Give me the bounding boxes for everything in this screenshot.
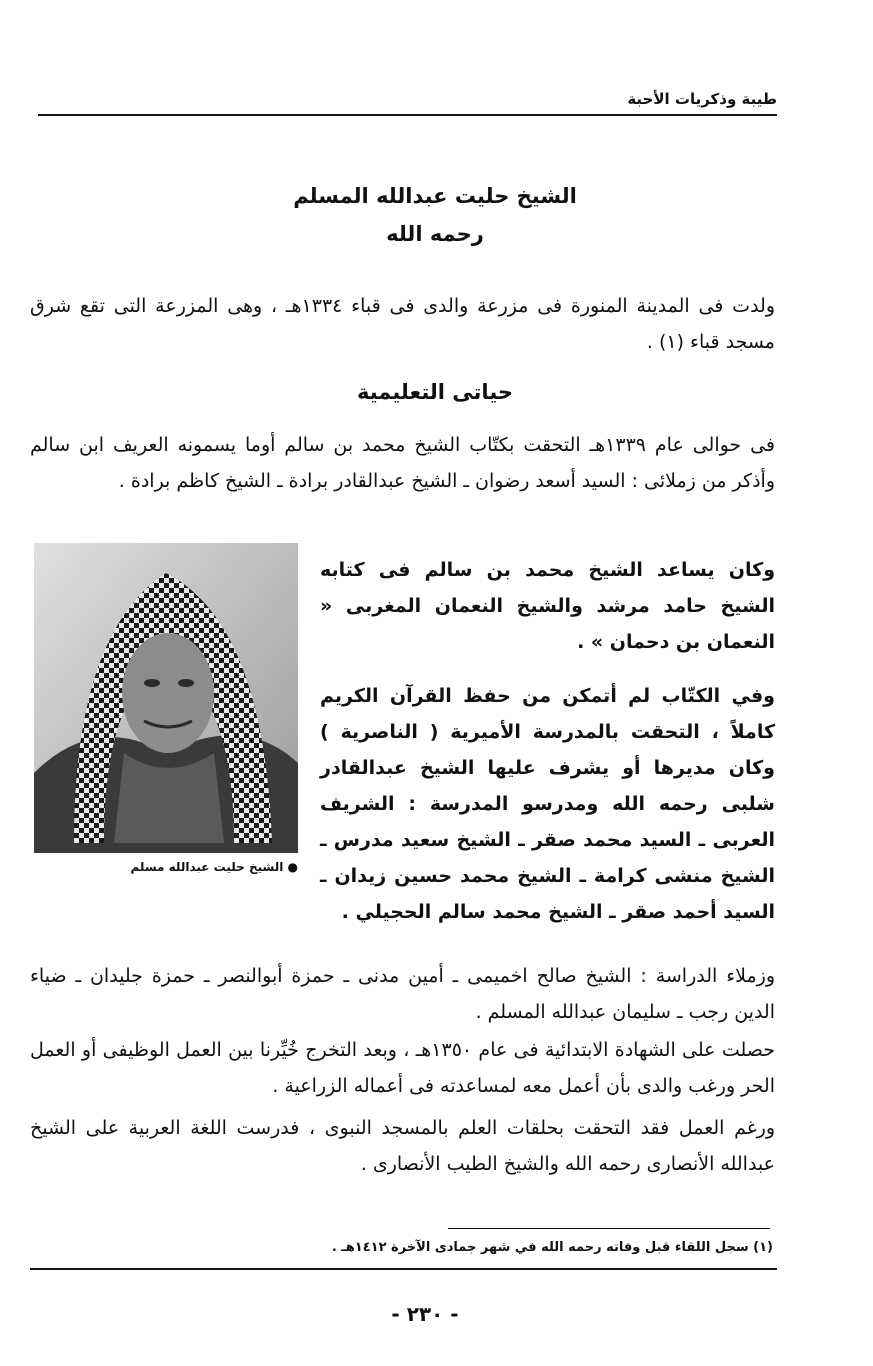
paragraph-4: وزملاء الدراسة : الشيخ صالح اخميمى ـ أمين مدنى ـ حمزة أبوالنصر ـ حمزة جليدان ـ ضياء الدين رجب ـ سليمان عبدالله المسلم . (30, 965, 775, 1023)
intro-paragraph: ولدت فى المدينة المنورة فى مزرعة والدى فى قباء ١٣٣٤هـ ، وهى المزرعة التى تقع شرق مسجد قباء (١) . (30, 295, 776, 353)
paragraph-2: وكان يساعد الشيخ محمد بن سالم فى كتابه الشيخ حامد مرشد والشيخ النعمان المغربى « النعمان بن دحمان » . (320, 559, 775, 653)
portrait-photo (34, 543, 298, 853)
photo-caption: ● الشيخ حليت عبدالله مسلم (130, 860, 298, 874)
paragraph-1: فى حوالى عام ١٣٣٩هـ التحقت بكتّاب الشيخ محمد بن سالم أوما يسمونه العريف ابن سالم وأذكر من زملائى : السيد أسعد رضوان ـ الشيخ عبدالقادر برادة ـ الشيخ كاظم برادة . (30, 434, 775, 492)
paragraph-3: وفي الكتّاب لم أتمكن من حفظ القرآن الكريم كاملاً ، التحقت بالمدرسة الأميرية ( الناصرية ) وكان مديرها أو يشرف عليها الشيخ عبدالقادر شلبى رحمه الله ومدرسو المدرسة : الشريف العربى ـ السيد محمد صقر ـ الشيخ سعيد مدرس ـ الشيخ منشى كرامة ـ الشيخ محمد حسين زيدان ـ السيد أحمد صقر ـ الشيخ محمد سالم الحجيلي . (320, 685, 775, 923)
article-subtitle: رحمه الله (386, 222, 484, 246)
paragraph-6: ورغم العمل فقد التحقت بحلقات العلم بالمسجد النبوى ، فدرست اللغة العربية على الشيخ عبدالله الأنصارى رحمه الله والشيخ الطيب الأنصارى . (30, 1117, 775, 1175)
footnote-divider (448, 1228, 770, 1229)
running-header: طيبة وذكريات الأحبة (627, 90, 777, 108)
portrait-illustration (34, 543, 298, 853)
page-number: - ٢٣٠ - (391, 1302, 459, 1326)
article-title: الشيخ حليت عبدالله المسلم (293, 184, 577, 208)
header-divider (38, 114, 777, 116)
paragraph-5: حصلت على الشهادة الابتدائية فى عام ١٣٥٠هـ ، وبعد التخرج خُيِّرنا بين العمل الوظيفى أو العمل الحر ورغب والدى بأن أعمل معه لمساعدته فى أعماله الزراعية . (30, 1039, 775, 1097)
footnote: (١) سجل اللقاء قبل وفاته رحمه الله في شهر جمادى الآخرة ١٤١٢هـ . (331, 1240, 773, 1255)
footer-divider (30, 1268, 777, 1270)
section-heading: حياتى التعليمية (356, 380, 514, 404)
